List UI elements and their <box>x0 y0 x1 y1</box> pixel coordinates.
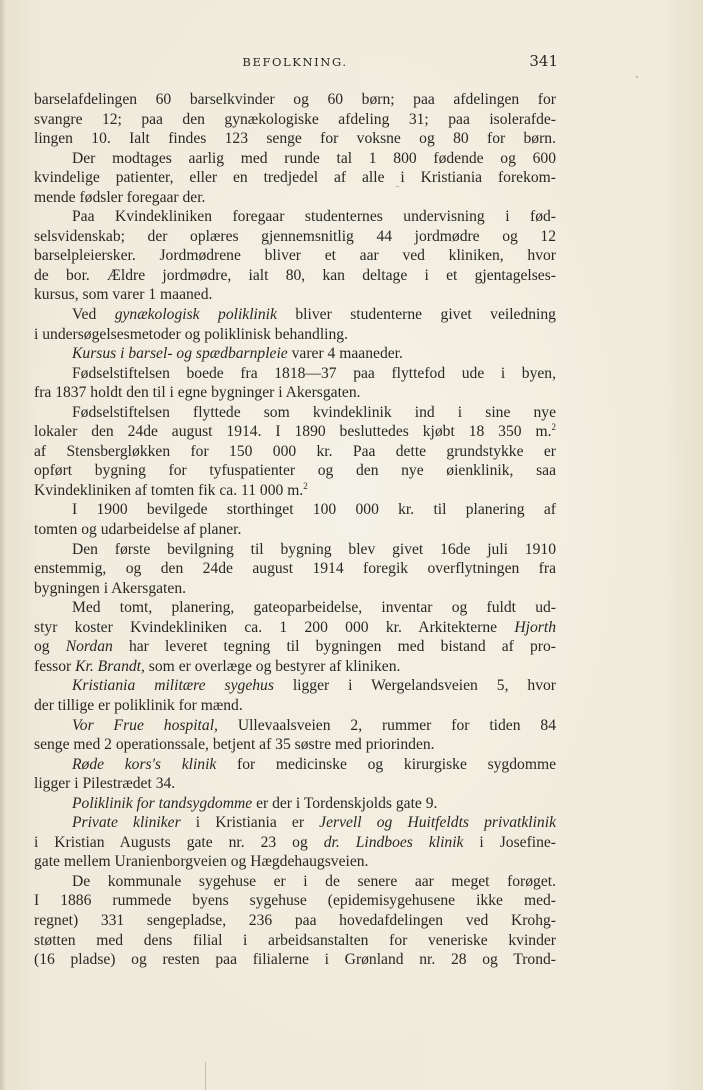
text-segment: har leveret tegning til bygningen med bistand af pro- <box>112 638 556 656</box>
binding-mark <box>205 1062 206 1090</box>
body-text <box>34 90 556 970</box>
text-line: Fødselstiftelsen boede fra 1818—37 paa flyttefod ude i byen, <box>72 364 556 382</box>
text-line <box>34 676 556 696</box>
text-segment: som er overlæge og bestyrer af kliniken. <box>144 657 401 675</box>
italic-segment: Røde kors's klinik <box>72 755 217 773</box>
italic-segment: Poliklinik for tandsygdomme <box>72 794 253 812</box>
text-segment: for medicinske og kirurgiske sygdomme <box>216 755 557 773</box>
text-line: Med tomt, planering, gateoparbeidelse, inventar og fuldt ud- <box>72 599 556 617</box>
italic-segment: Nordan <box>65 638 113 656</box>
text-line: bygningen i Akersgaten. <box>34 579 187 597</box>
italic-segment: Vor Frue hospital, <box>72 716 218 734</box>
text-line <box>34 344 556 364</box>
text-line: de bor. Ældre jordmødre, ialt 80, kan deltage i et gjentagelses- <box>34 266 556 284</box>
text-segment: bliver studenterne givet veiledning <box>276 306 556 324</box>
text-line: senge med 2 operationssale, betjent af 35 søstre med priorinden. <box>34 736 435 754</box>
italic-segment: Kursus i barsel- og spædbarnpleie <box>72 345 288 363</box>
text-line: mende fødsler foregaar der. <box>34 188 206 206</box>
text-segment: varer 4 maaneder. <box>287 345 403 363</box>
text-line <box>34 305 556 325</box>
text-line: der tillige er poliklinik for mænd. <box>34 696 243 714</box>
text-line: regnet) 331 sengepladse, 236 paa hovedafdelingen ved Krohg- <box>34 911 556 929</box>
text-line: barselpleiersker. Jordmødrene bliver et aar ved kliniken, hvor <box>34 247 556 265</box>
superscript: 2 <box>551 422 556 433</box>
text-line: enstemmig, og den 24de august 1914 foregik overflytningen fra <box>34 560 556 578</box>
text-line: af Stensbergløkken for 150 000 kr. Paa dette grundstykke er <box>34 442 556 460</box>
italic-segment: Jervell og Huitfeldts privatklinik <box>319 814 556 832</box>
text-line: Der modtages aarlig med runde tal 1 800 fødende og 600 <box>72 149 556 167</box>
text-line <box>34 813 556 833</box>
text-segment: og <box>34 638 66 656</box>
text-line: opført bygning for tyfuspatienter og den nye øienklinik, saa <box>34 462 556 480</box>
print-speck <box>636 76 638 78</box>
text-line <box>34 637 556 657</box>
text-line <box>34 481 556 501</box>
text-segment: lokaler den 24de august 1914. I 1890 besluttedes kjøbt 18 350 m. <box>34 423 552 441</box>
text-line: kvindelige patienter, eller en tredjedel af alle i Kristiania forekom- <box>34 169 556 187</box>
text-line: barselafdelingen 60 barselkvinder og 60 børn; paa afdelingen for <box>34 91 556 108</box>
text-segment: Ullevaalsveien 2, rummer for tiden 84 <box>217 716 556 734</box>
text-segment: i Kristian Augusts gate nr. 23 og <box>34 833 324 851</box>
text-line: tomten og udarbeidelse af planer. <box>34 521 242 539</box>
text-line <box>34 618 556 638</box>
italic-segment: Kr. Brandt, <box>75 657 145 675</box>
page-header <box>34 52 556 72</box>
text-line <box>34 657 556 677</box>
text-line: lingen 10. Ialt findes 123 senge for voksne og 80 for børn. <box>34 130 556 148</box>
text-segment: ligger i Wergelandsveien 5, hvor <box>273 677 556 695</box>
text-segment: i Kristiania er <box>180 814 320 832</box>
text-line: De kommunale sygehuse er i de senere aar meget forøget. <box>72 872 556 890</box>
text-segment: Ved <box>72 306 115 324</box>
text-line: gate mellem Uranienborgveien og Hægdehaugsveien. <box>34 853 369 871</box>
print-speck <box>396 186 399 187</box>
text-segment: fessor <box>34 657 76 675</box>
text-line: selsvidenskab; der oplæres gjennemsnitlig 44 jordmødre og 12 <box>34 227 556 245</box>
text-line: støtten med dens filial i arbeidsanstalten for veneriske kvinder <box>34 931 556 949</box>
text-line: I 1886 rummede byens sygehuse (epidemisygehusene ikke med- <box>34 892 556 910</box>
text-segment: er der i Tordenskjolds gate 9. <box>252 794 438 812</box>
text-line: (16 pladse) og resten paa filialerne i Grønland nr. 28 og Trond- <box>34 951 556 969</box>
italic-segment: Kristiania militære sygehus <box>72 677 274 695</box>
text-line <box>34 833 556 853</box>
superscript: 2 <box>303 480 308 491</box>
italic-segment: Private kliniker <box>72 814 181 832</box>
text-line <box>34 422 556 442</box>
text-line: fra 1837 holdt den til i egne bygninger i Akersgaten. <box>34 384 361 402</box>
italic-segment: Hjorth <box>514 618 556 636</box>
text-line <box>34 794 556 814</box>
text-line: svangre 12; paa den gynækologiske afdeling 31; paa isolerafde- <box>34 110 556 128</box>
text-line: kursus, som varer 1 maaned. <box>34 286 213 304</box>
text-line: Paa Kvindekliniken foregaar studenternes undervisning i fød- <box>72 208 556 226</box>
text-line: Fødselstiftelsen flyttede som kvindeklinik ind i sine nye <box>72 403 556 421</box>
text-line: ligger i Pilestrædet 34. <box>34 775 176 793</box>
italic-segment: gynækologisk poliklinik <box>114 306 277 324</box>
page-number: 341 <box>529 52 558 70</box>
text-line <box>34 755 556 775</box>
italic-segment: dr. Lindboes klinik <box>323 833 464 851</box>
text-line: i undersøgelsesmetoder og poliklinisk behandling. <box>34 325 348 343</box>
text-segment: i Josefine- <box>463 833 557 851</box>
text-line: Den første bevilgning til bygning blev givet 16de juli 1910 <box>72 540 556 558</box>
text-line: I 1900 bevilgede storthinget 100 000 kr. til planering af <box>72 501 556 519</box>
text-segment: Kvindekliniken af tomten fik ca. 11 000 m. <box>34 481 304 499</box>
running-title: BEFOLKNING. <box>242 55 348 69</box>
page-edge-shadow <box>0 0 6 1090</box>
text-segment: styr koster Kvindekliniken ca. 1 200 000 kr. Arkitekterne <box>34 618 515 636</box>
text-line <box>34 716 556 736</box>
